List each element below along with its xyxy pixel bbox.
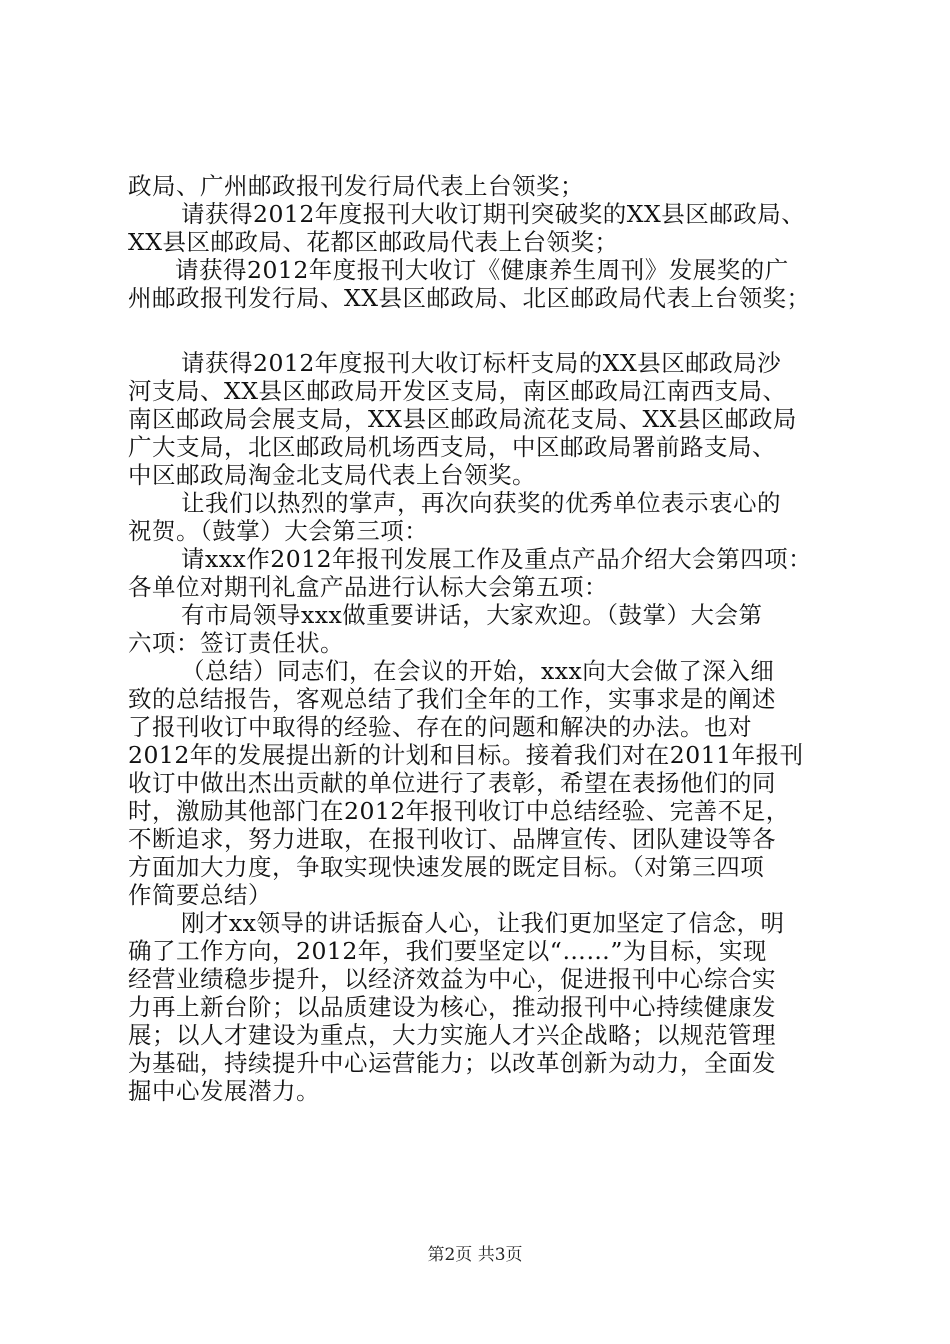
text-line: 河支局、XX县区邮政局开发区支局，南区邮政局江南西支局、: [128, 377, 787, 405]
text-line: 广大支局，北区邮政局机场西支局，中区邮政局署前路支局、: [128, 433, 776, 461]
paragraph: [128, 256, 832, 312]
paragraph: [128, 657, 832, 909]
text-line: 掘中心发展潜力。: [128, 1077, 320, 1105]
text-line: 刚才xx领导的讲话振奋人心，让我们更加坚定了信念，明: [181, 909, 785, 937]
paragraph: [128, 545, 832, 601]
text-line: 有市局领导xxx做重要讲话，大家欢迎。（鼓掌）大会第: [181, 601, 763, 629]
text-line: 政局、广州邮政报刊发行局代表上台领奖；: [128, 172, 584, 200]
text-line: 各单位对期刊礼盒产品进行认标大会第五项：: [128, 573, 608, 601]
text-line: 南区邮政局会展支局，XX县区邮政局流花支局、XX县区邮政局: [128, 405, 797, 433]
paragraph: [128, 349, 832, 489]
text-line: 请获得2012年度报刊大收订标杆支局的XX县区邮政局沙: [181, 349, 782, 377]
document-body: [128, 172, 832, 1105]
text-line: 确了工作方向，2012年，我们要坚定以“……”为目标，实现: [128, 937, 767, 965]
text-line: （总结）同志们，在会议的开始，xxx向大会做了深入细: [181, 657, 775, 685]
text-line: 了报刊收订中取得的经验、存在的问题和解决的办法。也对: [128, 713, 752, 741]
text-line: 请xxx作2012年报刊发展工作及重点产品介绍大会第四项：: [181, 545, 813, 573]
text-line: 2012年的发展提出新的计划和目标。接着我们对在2011年报刊: [128, 741, 804, 769]
paragraph-spacer: [128, 312, 832, 349]
paragraph: [128, 200, 832, 256]
text-line: 力再上新台阶；以品质建设为核心，推动报刊中心持续健康发: [128, 993, 776, 1021]
text-line: 经营业绩稳步提升，以经济效益为中心，促进报刊中心综合实: [128, 965, 776, 993]
text-line: 中区邮政局淘金北支局代表上台领奖。: [128, 461, 536, 489]
text-line: 时，激励其他部门在2012年报刊收订中总结经验、完善不足，: [128, 797, 790, 825]
text-line: 收订中做出杰出贡献的单位进行了表彰，希望在表扬他们的同: [128, 769, 776, 797]
text-line: XX县区邮政局、花都区邮政局代表上台领奖；: [128, 228, 619, 256]
text-line: 让我们以热烈的掌声，再次向获奖的优秀单位表示衷心的: [181, 489, 781, 517]
paragraph: [128, 601, 832, 657]
text-line: 不断追求，努力进取，在报刊收订、品牌宣传、团队建设等各: [128, 825, 776, 853]
text-line: 作简要总结）: [128, 881, 272, 909]
text-line: 致的总结报告，客观总结了我们全年的工作，实事求是的阐述: [128, 685, 776, 713]
text-line: 请获得2012年度报刊大收订期刊突破奖的XX县区邮政局、: [181, 200, 806, 228]
paragraph: [128, 172, 832, 200]
paragraph: [128, 909, 832, 1105]
text-line: 请获得2012年度报刊大收订《健康养生周刊》发展奖的广: [175, 256, 789, 284]
page-footer: 第2页 共3页: [427, 1245, 523, 1265]
text-line: 祝贺。（鼓掌）大会第三项：: [128, 517, 429, 545]
text-line: 州邮政报刊发行局、XX县区邮政局、北区邮政局代表上台领奖；: [128, 284, 811, 312]
paragraph: [128, 489, 832, 545]
text-line: 展；以人才建设为重点，大力实施人才兴企战略；以规范管理: [128, 1021, 776, 1049]
text-line: 六项：签订责任状。: [128, 629, 344, 657]
text-line: 方面加大力度，争取实现快速发展的既定目标。（对第三四项: [128, 853, 765, 881]
text-line: 为基础，持续提升中心运营能力；以改革创新为动力，全面发: [128, 1049, 776, 1077]
